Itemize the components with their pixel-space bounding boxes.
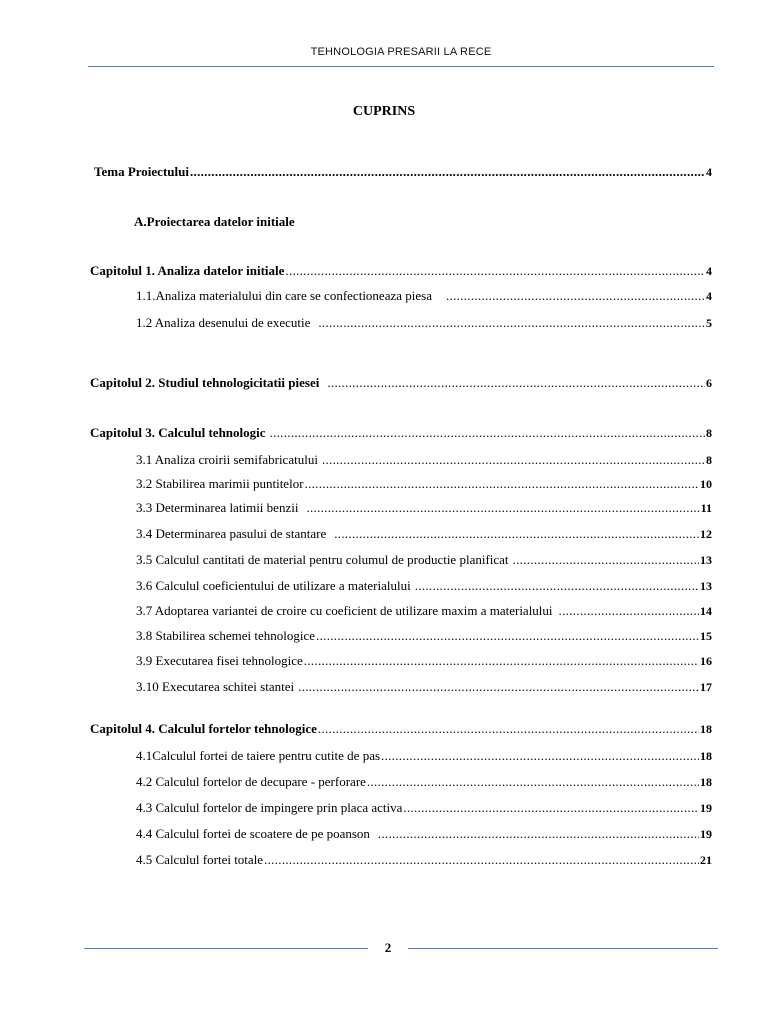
toc-leader-dots <box>285 263 705 279</box>
toc-entry-page: 13 <box>700 579 712 593</box>
toc-entry-page: 17 <box>700 680 712 694</box>
page-title: CUPRINS <box>352 104 416 119</box>
toc-entry-page: 21 <box>700 853 712 867</box>
toc-entry-page: 14 <box>700 604 712 618</box>
toc-leader-dots <box>381 748 699 764</box>
toc-entry-page: 19 <box>700 827 712 841</box>
toc-item-3-10 <box>136 679 712 695</box>
section-heading-a: A.Proiectarea datelor initiale <box>134 214 295 229</box>
toc-leader-dots <box>367 774 699 790</box>
toc-entry-tema <box>94 164 712 180</box>
toc-leader-dots <box>304 653 699 669</box>
toc-entry-title: 4.3 Calculul fortelor de impingere prin placa activa <box>136 800 403 815</box>
toc-item-3-1 <box>136 452 712 468</box>
toc-item-1-2 <box>136 315 712 331</box>
toc-entry-title: Capitolul 2. Studiul tehnologicitatii piesei <box>90 375 320 390</box>
toc-leader-dots <box>415 578 699 594</box>
toc-entry-page: 16 <box>700 654 712 668</box>
toc-entry-page: 10 <box>700 477 712 491</box>
toc-entry-title: 3.1 Analiza croirii semifabricatului <box>136 452 318 467</box>
toc-item-3-2 <box>136 476 712 492</box>
toc-leader-dots <box>318 721 699 737</box>
toc-chapter-1 <box>90 263 712 279</box>
toc-entry-page: 5 <box>706 316 712 330</box>
page-number: 2 <box>384 940 392 955</box>
toc-entry-page: 6 <box>706 376 712 390</box>
toc-entry-title: 3.5 Calculul cantitati de material pentru columul de productie planificat <box>136 552 509 567</box>
toc-entry-title: 3.10 Executarea schitei stantei <box>136 679 295 694</box>
toc-item-1-1 <box>136 288 712 304</box>
toc-item-3-3 <box>136 500 712 516</box>
toc-item-3-4 <box>136 526 712 542</box>
toc-item-4-2 <box>136 774 712 790</box>
toc-entry-title: 3.8 Stabilirea schemei tehnologice <box>136 628 316 643</box>
toc-leader-dots <box>513 552 699 568</box>
toc-item-4-3 <box>136 800 712 816</box>
toc-item-3-7 <box>136 603 712 619</box>
toc-entry-page: 18 <box>700 722 712 736</box>
toc-entry-title: 4.5 Calculul fortei totale <box>136 852 264 867</box>
toc-leader-dots <box>298 679 699 695</box>
toc-leader-dots <box>316 628 699 644</box>
toc-entry-page: 13 <box>700 553 712 567</box>
footer-rule-right <box>408 948 718 949</box>
toc-item-4-5 <box>136 852 712 868</box>
toc-item-3-9 <box>136 653 712 669</box>
toc-entry-title: 3.7 Adoptarea variantei de croire cu coeficient de utilizare maxim a materialului <box>136 603 553 618</box>
toc-leader-dots <box>378 826 699 842</box>
toc-entry-title: Capitolul 1. Analiza datelor initiale <box>90 263 285 278</box>
toc-entry-title: Capitolul 3. Calculul tehnologic <box>90 425 266 440</box>
toc-entry-page: 4 <box>706 289 712 303</box>
toc-item-3-5 <box>136 552 712 568</box>
toc-entry-page: 4 <box>706 165 712 179</box>
toc-entry-page: 15 <box>700 629 712 643</box>
toc-entry-page: 19 <box>700 801 712 815</box>
toc-leader-dots <box>334 526 699 542</box>
toc-leader-dots <box>190 164 705 180</box>
toc-leader-dots <box>322 452 705 468</box>
toc-leader-dots <box>559 603 699 619</box>
toc-entry-title: 1.2 Analiza desenului de executie <box>136 315 311 330</box>
toc-leader-dots <box>403 800 699 816</box>
toc-leader-dots <box>327 375 705 391</box>
toc-entry-page: 18 <box>700 749 712 763</box>
toc-entry-page: 12 <box>700 527 712 541</box>
toc-entry-title: 3.9 Executarea fisei tehnologice <box>136 653 303 668</box>
toc-chapter-2 <box>90 375 712 391</box>
toc-chapter-4 <box>90 721 712 737</box>
toc-entry-page: 11 <box>700 501 712 515</box>
toc-leader-dots <box>306 500 699 516</box>
toc-chapter-3 <box>90 425 712 441</box>
toc-leader-dots <box>446 288 705 304</box>
toc-leader-dots <box>305 476 699 492</box>
toc-entry-title: 3.6 Calculul coeficientului de utilizare a materialului <box>136 578 411 593</box>
toc-leader-dots <box>270 425 705 441</box>
toc-leader-dots <box>318 315 705 331</box>
toc-entry-title: Tema Proiectului <box>94 164 189 179</box>
toc-entry-title: 3.3 Determinarea latimii benzii <box>136 500 299 515</box>
toc-entry-title: 4.4 Calculul fortei de scoatere de pe poanson <box>136 826 370 841</box>
toc-entry-title: 3.2 Stabilirea marimii puntitelor <box>136 476 304 491</box>
header-rule <box>88 66 714 67</box>
toc-item-4-1 <box>136 748 712 764</box>
toc-item-4-4 <box>136 826 712 842</box>
toc-entry-page: 8 <box>706 453 712 467</box>
toc-leader-dots <box>264 852 699 868</box>
toc-item-3-8 <box>136 628 712 644</box>
toc-entry-page: 18 <box>700 775 712 789</box>
toc-entry-title: 1.1.Analiza materialului din care se confectioneaza piesa <box>136 288 432 303</box>
toc-entry-title: Capitolul 4. Calculul fortelor tehnologice <box>90 721 317 736</box>
running-header: TEHNOLOGIA PRESARII LA RECE <box>310 46 492 58</box>
toc-entry-page: 4 <box>706 264 712 278</box>
toc-entry-title: 4.2 Calculul fortelor de decupare - perforare <box>136 774 366 789</box>
toc-entry-title: 4.1Calculul fortei de taiere pentru cutite de pas <box>136 748 381 763</box>
toc-item-3-6 <box>136 578 712 594</box>
toc-entry-page: 8 <box>706 426 712 440</box>
footer-rule-left <box>84 948 368 949</box>
toc-entry-title: 3.4 Determinarea pasului de stantare <box>136 526 327 541</box>
